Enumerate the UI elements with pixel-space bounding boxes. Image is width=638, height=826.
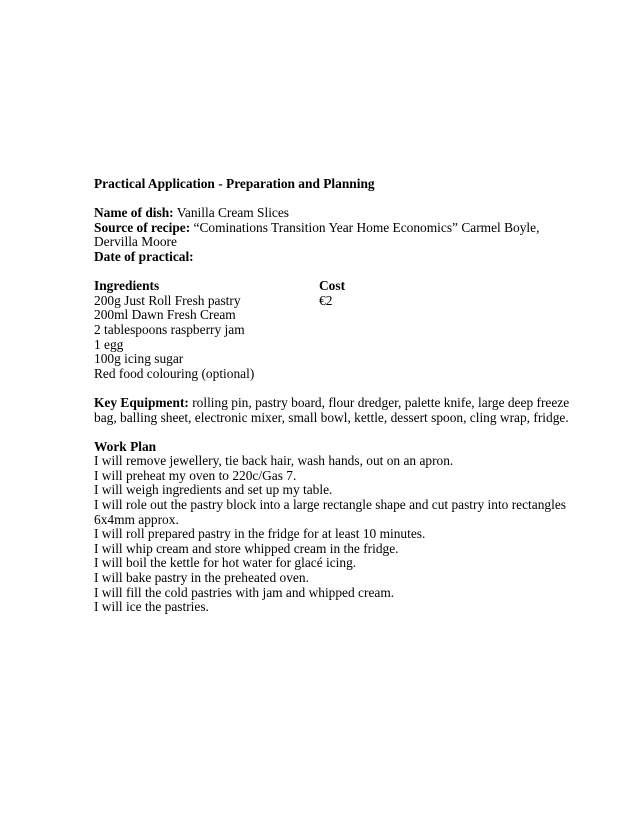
work-plan-step: I will preheat my oven to 220c/Gas 7. — [94, 467, 297, 483]
work-plan-step: I will fill the cold pastries with jam and whipped cream. — [94, 584, 395, 600]
ingredient-item: 2 tablespoons raspberry jam — [94, 321, 245, 337]
ingredient-row — [94, 308, 554, 323]
key-equipment-label: Key Equipment: — [94, 394, 189, 410]
key-equipment-value: rolling pin, pastry board, flour dredger, palette knife, large deep freeze — [188, 394, 570, 410]
key-equipment-value-continued: bag, balling sheet, electronic mixer, small bowl, kettle, dessert spoon, cling wrap, fridge. — [94, 409, 569, 425]
recipe-source-label: Source of recipe: — [94, 219, 191, 235]
work-plan-step: I will whip cream and store whipped cream in the fridge. — [94, 540, 399, 556]
recipe-source-value-continued: Dervilla Moore — [94, 234, 177, 250]
dish-name-label: Name of dish: — [94, 205, 174, 221]
ingredient-row — [94, 352, 554, 367]
ingredient-row — [94, 338, 554, 353]
ingredient-row — [94, 367, 554, 382]
spacer — [94, 192, 554, 207]
dish-name-value: Vanilla Cream Slices — [173, 205, 290, 221]
ingredient-item: 200g Just Roll Fresh pastry — [94, 292, 241, 308]
key-equipment-line — [94, 394, 570, 411]
spacer — [94, 381, 554, 396]
recipe-source-value: “Cominations Transition Year Home Economics” Carmel Boyle, — [190, 219, 540, 235]
work-plan-step: I will role out the pastry block into a large rectangle shape and cut pastry into rectangles — [94, 497, 566, 513]
ingredient-row — [94, 323, 554, 338]
ingredients-column-header: Ingredients — [94, 278, 160, 294]
practical-date-label: Date of practical: — [94, 248, 194, 264]
ingredient-cost: €2 — [319, 292, 333, 308]
spacer — [94, 265, 554, 280]
dish-name-line — [94, 206, 554, 221]
work-plan-step: I will weigh ingredients and set up my table. — [94, 482, 333, 498]
page-heading: Practical Application - Preparation and Planning — [94, 176, 375, 191]
document-page — [94, 176, 570, 615]
work-plan-step: I will boil the kettle for hot water for glacé icing. — [94, 555, 357, 571]
ingredient-item: 200ml Dawn Fresh Cream — [94, 307, 236, 323]
work-plan-step: I will ice the pastries. — [94, 599, 209, 615]
ingredients-table-header — [94, 279, 554, 294]
ingredient-item: 100g icing sugar — [94, 351, 184, 367]
work-plan-step: I will roll prepared pastry in the fridge for at least 10 minutes. — [94, 526, 426, 542]
ingredient-item: 1 egg — [94, 336, 124, 352]
work-plan-title: Work Plan — [94, 438, 157, 454]
work-plan-step: I will bake pastry in the preheated oven. — [94, 570, 309, 586]
work-plan-step: I will remove jewellery, tie back hair, wash hands, out on an apron. — [94, 453, 454, 469]
ingredient-item: Red food colouring (optional) — [94, 365, 255, 381]
spacer — [94, 425, 554, 440]
recipe-source-line — [94, 221, 554, 236]
cost-column-header: Cost — [319, 278, 346, 294]
ingredient-row — [94, 294, 554, 309]
work-plan-step: 6x4mm approx. — [94, 511, 179, 527]
